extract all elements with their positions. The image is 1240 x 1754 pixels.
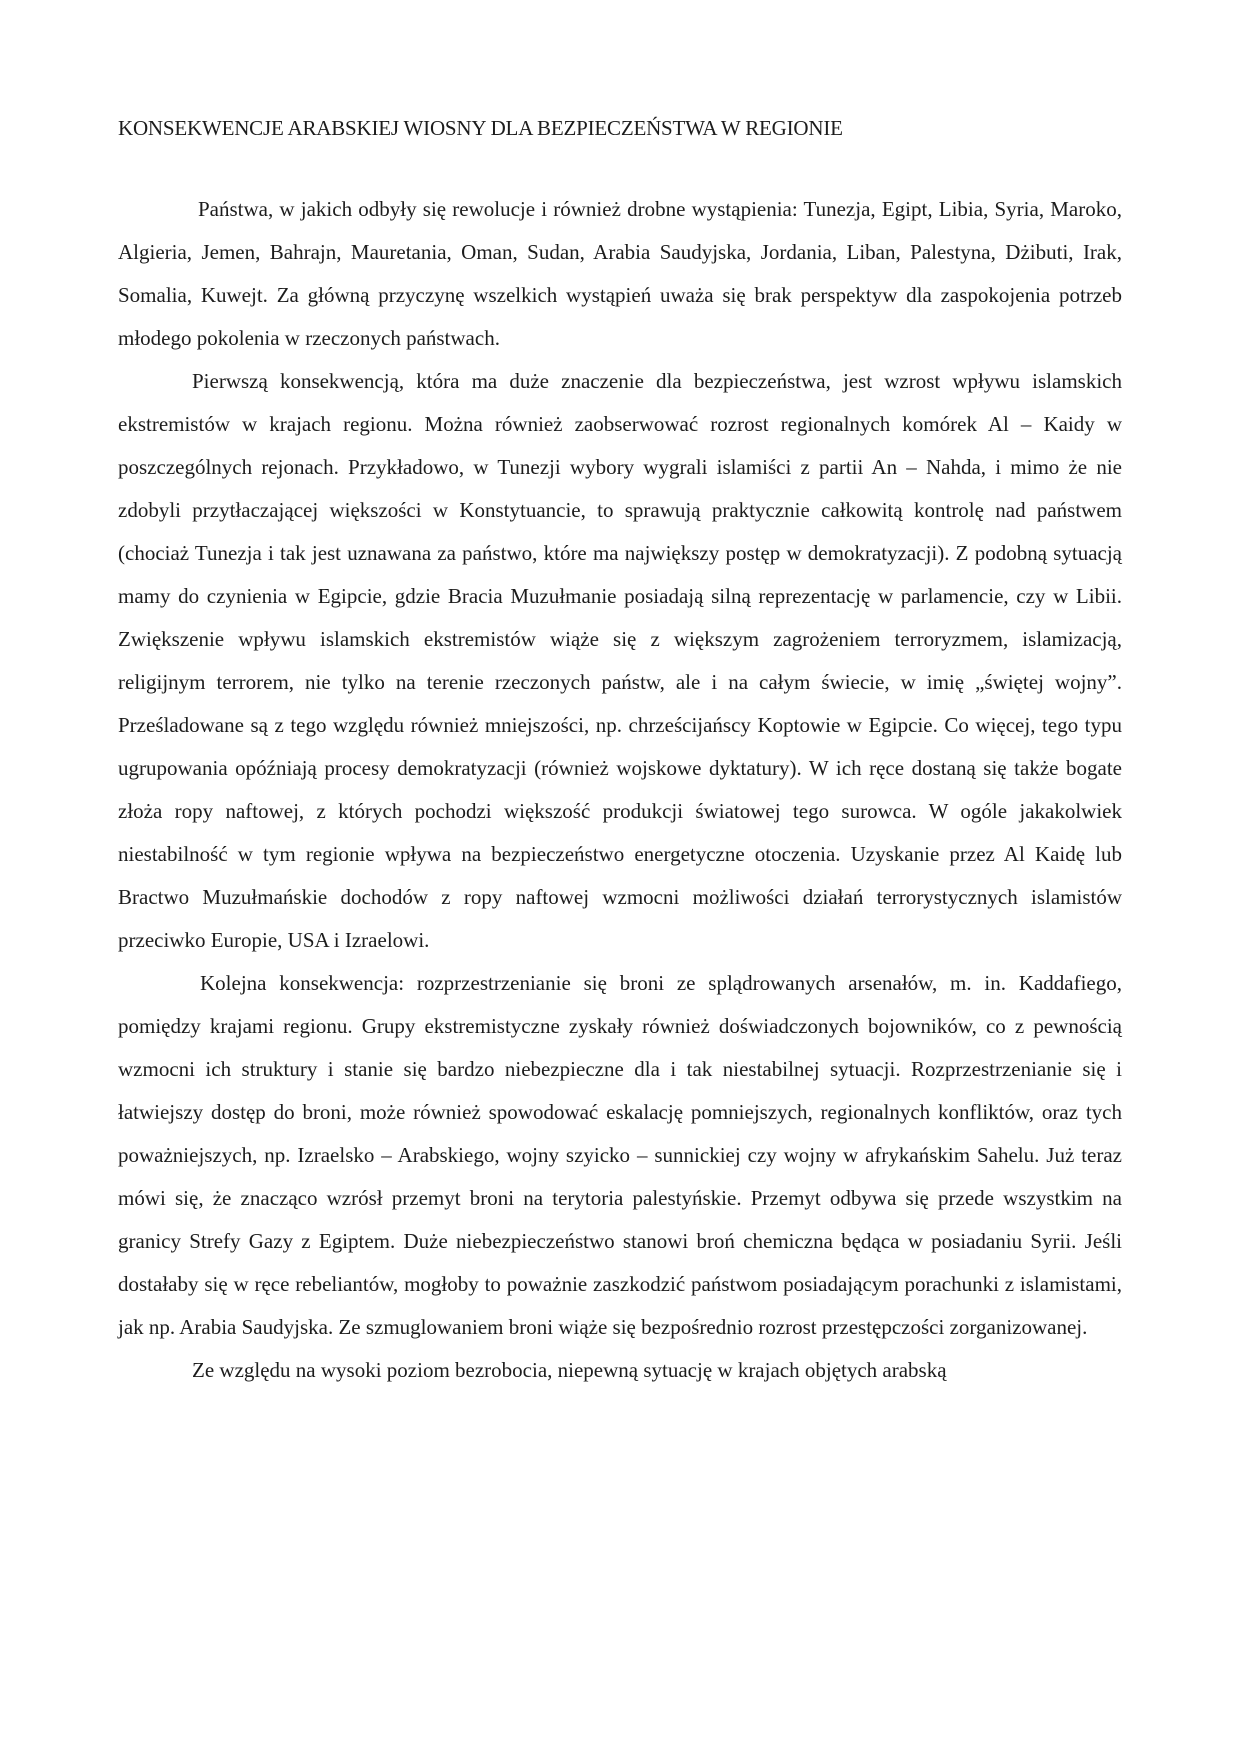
paragraph-3: Kolejna konsekwencja: rozprzestrzenianie się broni ze splądrowanych arsenałów, m. in. Kaddafiego, pomiędzy krajami regionu. Grupy ekstremistyczne zyskały również doświadczonych bojowników, co z pewnością wzmocni ich struktury i stanie się bardzo niebezpieczne dla i tak niestabilnej sytuacji. Rozprzestrzenianie się i łatwiejszy dostęp do broni, może również spowodować eskalację pomniejszych, regionalnych konfliktów, oraz tych poważniejszych, np. Izraelsko – Arabskiego, wojny szyicko – sunnickiej czy wojny w afrykańskim Sahelu. Już teraz mówi się, że znacząco wzrósł przemyt broni na terytoria palestyńskie. Przemyt odbywa się przede wszystkim na granicy Strefy Gazy z Egiptem. Duże niebezpieczeństwo stanowi broń chemiczna będąca w posiadaniu Syrii. Jeśli dostałaby się w ręce rebeliantów, mogłoby to poważnie zaszkodzić państwom posiadającym porachunki z islamistami, jak np. Arabia Saudyjska. Ze szmuglowaniem broni wiąże się bezpośrednio rozrost przestępczości zorganizowanej. <box>118 971 1122 1339</box>
paragraph-2: Pierwszą konsekwencją, która ma duże znaczenie dla bezpieczeństwa, jest wzrost wpływu islamskich ekstremistów w krajach regionu. Można również zaobserwować rozrost regionalnych komórek Al – Kaidy w poszczególnych rejonach. Przykładowo, w Tunezji wybory wygrali islamiści z partii An – Nahda, i mimo że nie zdobyli przytłaczającej większości w Konstytuancie, to sprawują praktycznie całkowitą kontrolę nad państwem (chociaż Tunezja i tak jest uznawana za państwo, które ma największy postęp w demokratyzacji). Z podobną sytuacją mamy do czynienia w Egipcie, gdzie Bracia Muzułmanie posiadają silną reprezentację w parlamencie, czy w Libii. Zwiększenie wpływu islamskich ekstremistów wiąże się z większym zagrożeniem terroryzmem, islamizacją, religijnym terrorem, nie tylko na terenie rzeczonych państw, ale i na całym świecie, w imię „świętej wojny”. Prześladowane są z tego względu również mniejszości, np. chrześcijańscy Koptowie w Egipcie. Co więcej, tego typu ugrupowania opóźniają procesy demokratyzacji (również wojskowe dyktatury). W ich ręce dostaną się także bogate złoża ropy naftowej, z których pochodzi większość produkcji światowej tego surowca. W ogóle jakakolwiek niestabilność w tym regionie wpływa na bezpieczeństwo energetyczne otoczenia. Uzyskanie przez Al Kaidę lub Bractwo Muzułmańskie dochodów z ropy naftowej wzmocni możliwości działań terrorystycznych islamistów przeciwko Europie, USA i Izraelowi. <box>118 369 1122 952</box>
paragraph-1: Państwa, w jakich odbyły się rewolucje i również drobne wystąpienia: Tunezja, Egipt, Libia, Syria, Maroko, Algieria, Jemen, Bahrajn, Mauretania, Oman, Sudan, Arabia Saudyjska, Jordania, Liban, Palestyna, Dżibuti, Irak, Somalia, Kuwejt. Za główną przyczynę wszelkich wystąpień uważa się brak perspektyw dla zaspokojenia potrzeb młodego pokolenia w rzeczonych państwach. <box>118 197 1122 350</box>
document-page <box>118 112 1122 1392</box>
paragraph-4: Ze względu na wysoki poziom bezrobocia, niepewną sytuację w krajach objętych arabską <box>192 1358 947 1382</box>
document-title: KONSEKWENCJE ARABSKIEJ WIOSNY DLA BEZPIECZEŃSTWA W REGIONIE <box>118 116 843 140</box>
